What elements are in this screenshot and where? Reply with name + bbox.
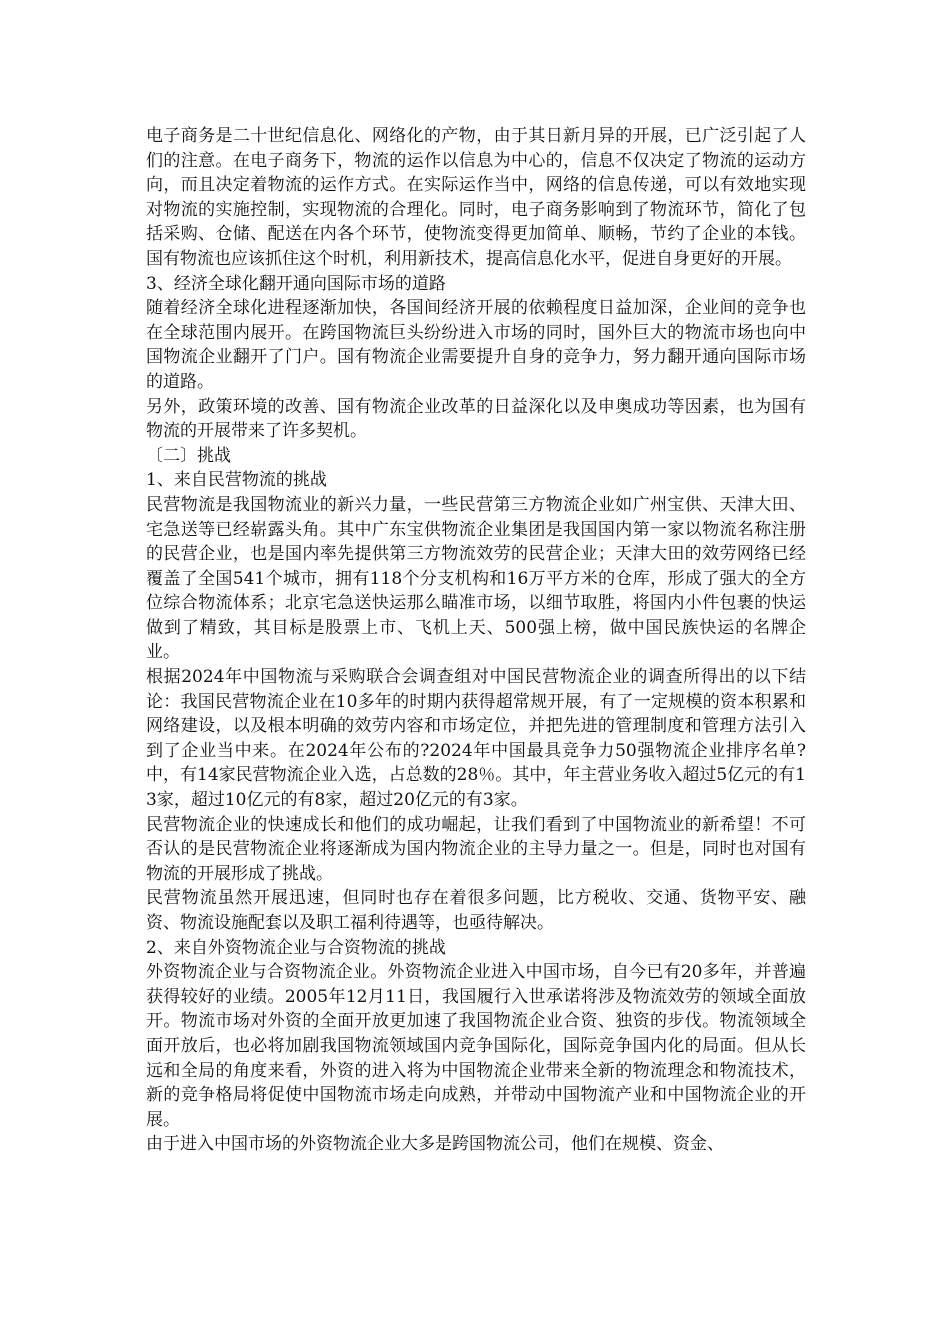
document-page [146,124,806,1157]
paragraph-private-logistics: 民营物流是我国物流业的新兴力量，一些民营第三方物流企业如广州宝供、天津大田、宅急送等已经崭露头角。其中广东宝供物流企业集团是我国国内第一家以物流名称注册的民营企业，也是国内率先提供第三方物流效劳的民营企业；天津大田的效劳网络已经覆盖了全国541个城市，拥有118个分支机构和16万平方米的仓库，形成了强大的全方位综合物流体系；北京宅急送快运那么瞄准市场，以细节取胜，将国内小件包裹的快运做到了精致，其目标是股票上市、飞机上天、500强上榜，做中国民族快运的名牌企业。 [146,494,806,663]
paragraph-private-problems: 民营物流虽然开展迅速，但同时也存在着很多问题，比方税收、交通、货物平安、融资、物流设施配套以及职工福利待遇等，也亟待解决。 [146,888,806,933]
paragraph-foreign-logistics: 外资物流企业与合资物流企业。外资物流企业进入中国市场，自今已有20多年，并普遍获得较好的业绩。2005年12月11日，我国履行入世承诺将涉及物流效劳的领域全面放开。物流市场对外资的全面开放更加速了我国物流企业合资、独资的步伐。物流领域全面开放后，也必将加剧我国物流领域国内竞争国际化，国际竞争国内化的局面。但从长远和全局的角度来看，外资的进入将为中国物流企业带来全新的物流理念和物流技术，新的竞争格局将促使中国物流市场走向成熟，并带动中国物流产业和中国物流企业的开展。 [146,962,806,1130]
heading-challenges: 〔二〕挑战 [146,445,231,466]
paragraph-rapid-growth: 民营物流企业的快速成长和他们的成功崛起，让我们看到了中国物流业的新希望！不可否认的是民营物流企业将逐渐成为国内物流企业的主导力量之一。但是，同时也对国有物流的开展形成了挑战。 [146,814,806,884]
paragraph-globalization: 随着经济全球化进程逐渐加快，各国间经济开展的依赖程度日益加深，企业间的竞争也在全球范围内展开。在跨国物流巨头纷纷进入市场的同时，国外巨大的物流市场也向中国物流企业翻开了门户。国有物流企业需要提升自身的竞争力，努力翻开通向国际市场的道路。 [146,298,806,392]
heading-foreign-logistics: 2、来自外资物流企业与合资物流的挑战 [146,937,446,958]
heading-globalization: 3、经济全球化翻开通向国际市场的道路 [146,273,446,294]
paragraph-multinational: 由于进入中国市场的外资物流企业大多是跨国物流公司，他们在规模、资金、 [146,1134,724,1155]
paragraph-policy-environment: 另外，政策环境的改善、国有物流企业改革的日益深化以及申奥成功等因素，也为国有物流的开展带来了许多契机。 [146,396,806,442]
paragraph-ecommerce: 电子商务是二十世纪信息化、网络化的产物，由于其日新月异的开展，已广泛引起了人们的注意。在电子商务下，物流的运作以信息为中心的，信息不仅决定了物流的运动方向，而且决定着物流的运作方式。在实际运作当中，网络的信息传递，可以有效地实现对物流的实施控制，实现物流的合理化。同时，电子商务影响到了物流环节，简化了包括采购、仓储、配送在内各个环节，使物流变得更加简单、顺畅，节约了企业的本钱。国有物流也应该抓住这个时机，利用新技术，提高信息化水平，促进自身更好的开展。 [146,126,806,269]
paragraph-survey-conclusion: 根据2024年中国物流与采购联合会调查组对中国民营物流企业的调查所得出的以下结论：我国民营物流企业在10多年的时期内获得超常规开展，有了一定规模的资本积累和网络建设，以及根本明确的效劳内容和市场定位，并把先进的管理制度和管理方法引入到了企业当中来。在2024年公布的?2024年中国最具竞争力50强物流企业排序名单?中，有14家民营物流企业入选，占总数的28％。其中，年主营业务收入超过5亿元的有13家，超过10亿元的有8家，超过20亿元的有3家。 [146,667,806,811]
heading-private-logistics: 1、来自民营物流的挑战 [146,470,327,491]
